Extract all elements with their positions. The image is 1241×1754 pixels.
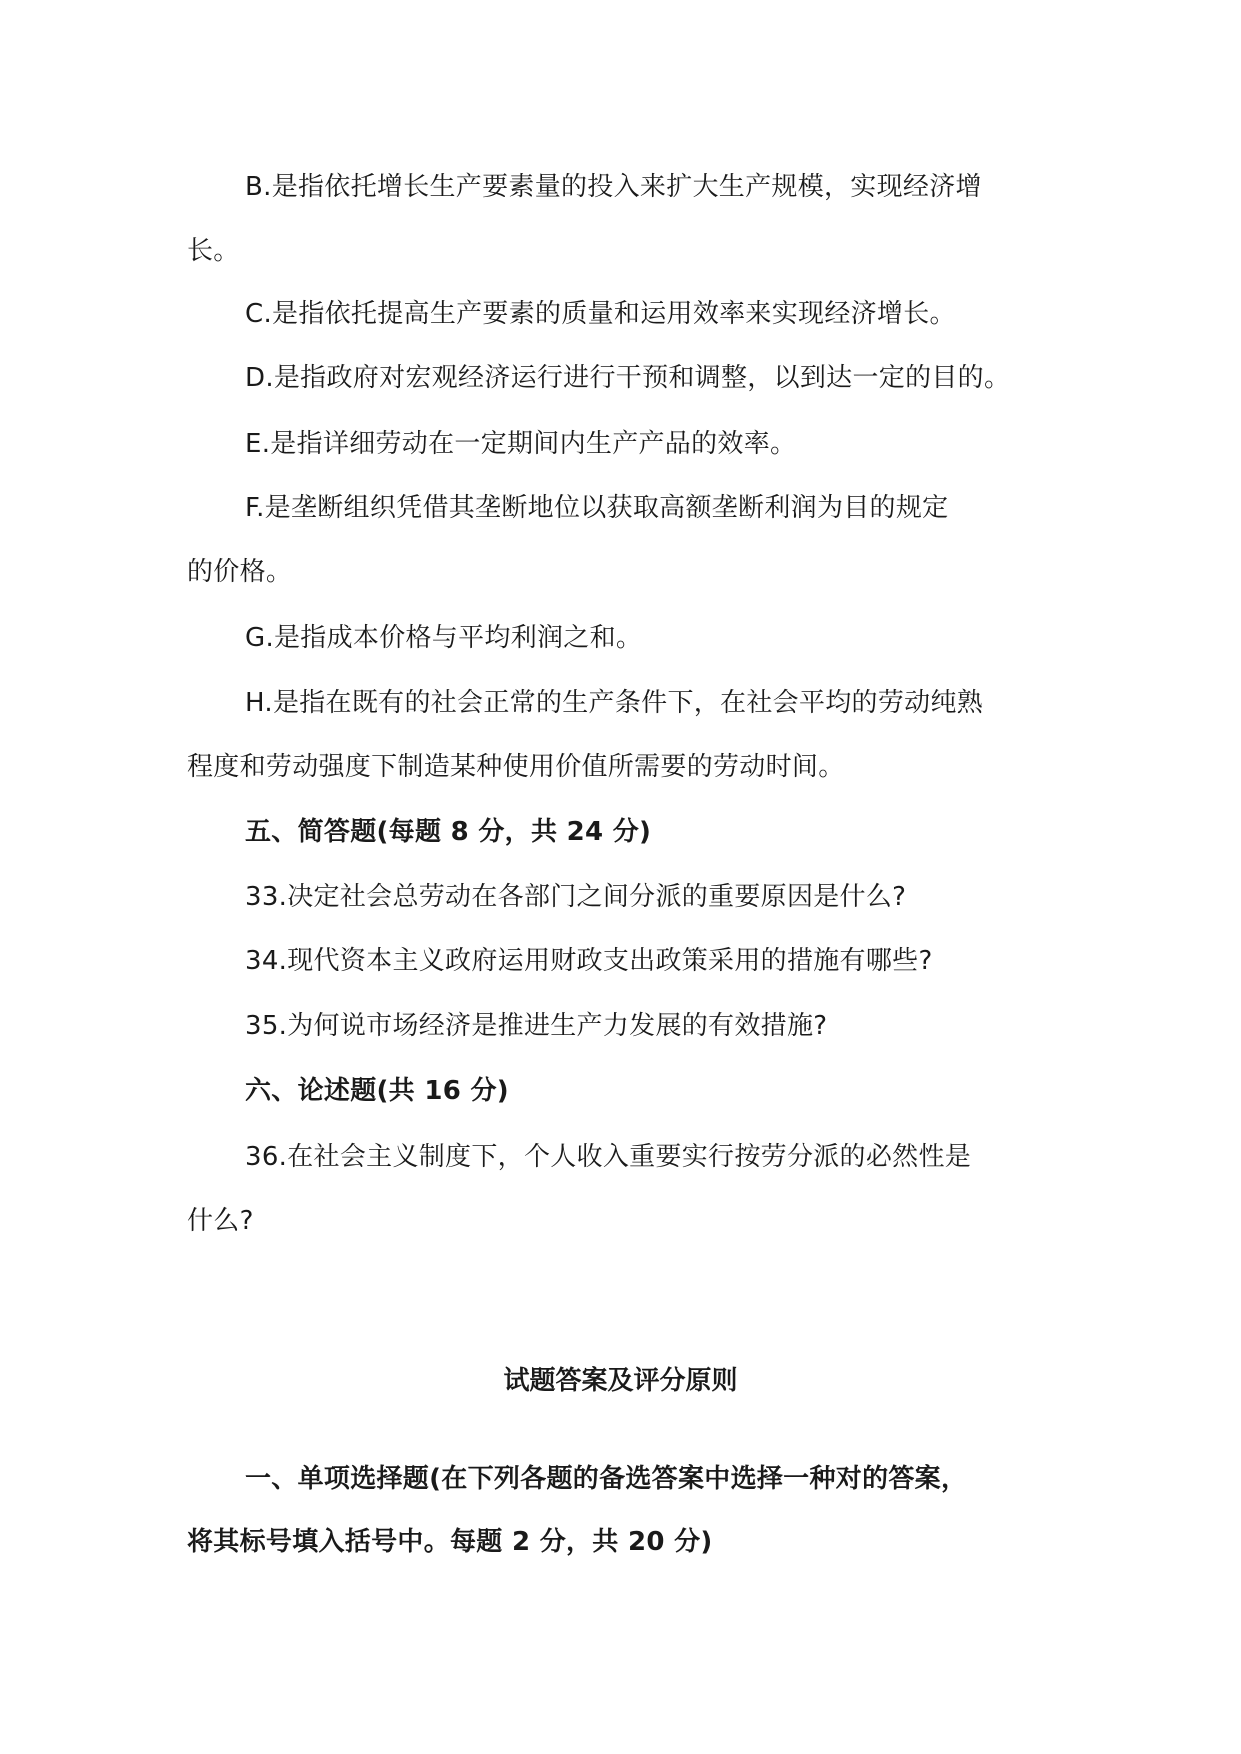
answers-title: 试题答案及评分原则 [503,1366,738,1396]
section-five-heading: 五、简答题(每题 8 分，共 24 分) [245,817,652,847]
question-34: 34.现代资本主义政府运用财政支出政策采用的措施有哪些? [245,946,933,976]
definition-e: E.是指详细劳动在一定期间内生产产品的效率。 [245,429,797,459]
question-35: 35.为何说市场经济是推进生产力发展的有效措施? [245,1011,828,1041]
definition-g: G.是指成本价格与平均利润之和。 [245,623,643,653]
definition-f-line2: 的价格。 [187,557,293,587]
section-six-heading: 六、论述题(共 16 分) [245,1076,509,1106]
question-36-line2: 什么? [187,1206,254,1236]
definition-b-line1: B.是指依托增长生产要素量的投入来扩大生产规模，实现经济增 [245,172,982,202]
answers-section-one-line1: 一、单项选择题(在下列各题的备选答案中选择一种对的答案， [245,1464,968,1494]
definition-c: C.是指依托提高生产要素的质量和运用效率来实现经济增长。 [245,299,956,329]
answers-section-one-line2: 将其标号填入括号中。每题 2 分，共 20 分) [187,1527,713,1557]
question-33: 33.决定社会总劳动在各部门之间分派的重要原因是什么? [245,882,907,912]
definition-f-line1: F.是垄断组织凭借其垄断地位以获取高额垄断利润为目的规定 [245,493,949,523]
definition-h-line1: H.是指在既有的社会正常的生产条件下，在社会平均的劳动纯熟 [245,688,984,718]
definition-h-line2: 程度和劳动强度下制造某种使用价值所需要的劳动时间。 [187,752,845,782]
definition-b-line2: 长。 [187,236,240,266]
question-36-line1: 36.在社会主义制度下，个人收入重要实行按劳分派的必然性是 [245,1142,972,1172]
definition-d: D.是指政府对宏观经济运行进行干预和调整，以到达一定的目的。 [245,363,1011,393]
